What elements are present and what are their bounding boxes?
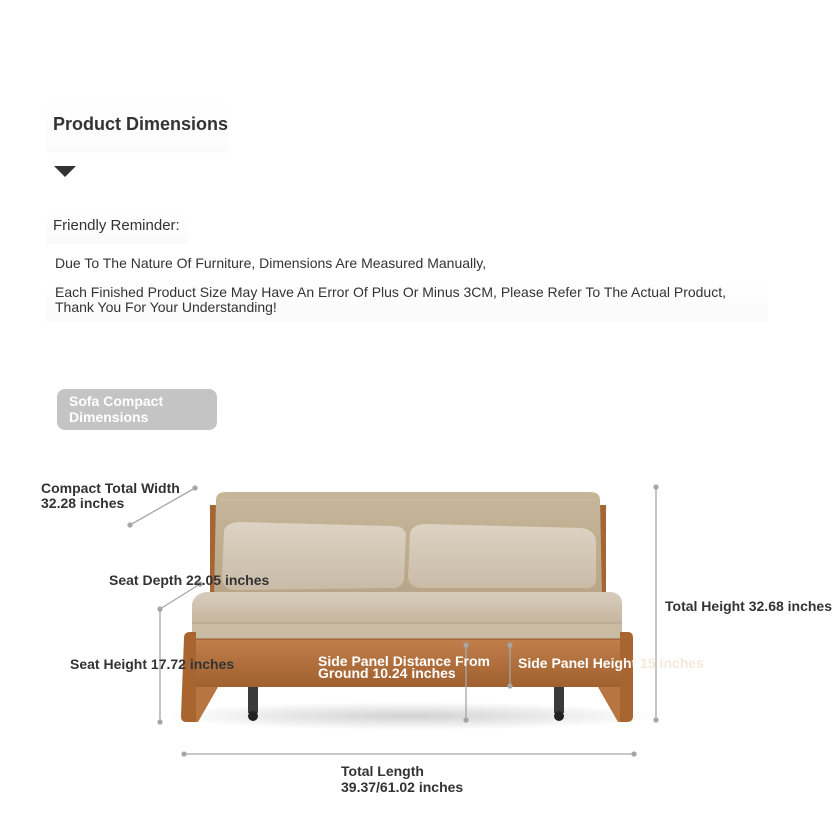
side-panel-distance-label [318, 655, 490, 679]
side-panel-height-value: 15 inches [640, 655, 704, 671]
seat-cushion-lower [192, 623, 622, 639]
seat-height-label: Seat Height 17.72 inches [70, 656, 235, 672]
floor-shadow [160, 702, 660, 730]
side-panel-distance-line-2: Ground 10.24 inches [318, 665, 456, 681]
badge-label-line-1: Sofa Compact [69, 393, 164, 409]
compact-width-value: 32.28 inches [41, 495, 125, 511]
reminder-text-line-2: Each Finished Product Size May Have An Error Of Plus Or Minus 3CM, Please Refer To The Actual Product, Thank You For Your Understanding! [55, 284, 726, 315]
compact-width-title: Compact Total Width [41, 480, 180, 496]
side-panel-height-title: Side Panel Height [518, 655, 637, 671]
left-caster [248, 711, 258, 721]
compact-width-label [41, 481, 180, 511]
reminder-text-line-1: Due To The Nature Of Furniture, Dimensions Are Measured Manually, [55, 255, 487, 271]
side-panel-distance-line-1: Side Panel Distance From [318, 653, 490, 669]
seat-cushion [192, 592, 622, 624]
reminder-heading: Friendly Reminder: [53, 217, 180, 234]
total-length-label [341, 763, 463, 795]
left-arm [181, 632, 196, 722]
seat-depth-label: Seat Depth 22.05 inches [109, 572, 270, 588]
total-height-label: Total Height 32.68 inches [665, 598, 832, 614]
right-arm [620, 632, 633, 722]
metal-frame-right [554, 687, 564, 713]
metal-frame-left [248, 687, 258, 713]
total-length-value: 39.37/61.02 inches [341, 779, 464, 795]
section-title: Product Dimensions [53, 114, 229, 134]
total-length-title: Total Length [341, 763, 424, 779]
badge-label-line-2: Dimensions [69, 409, 149, 425]
right-caster [554, 711, 564, 721]
side-panel-height-label [518, 656, 704, 671]
right-pillow [408, 524, 596, 588]
